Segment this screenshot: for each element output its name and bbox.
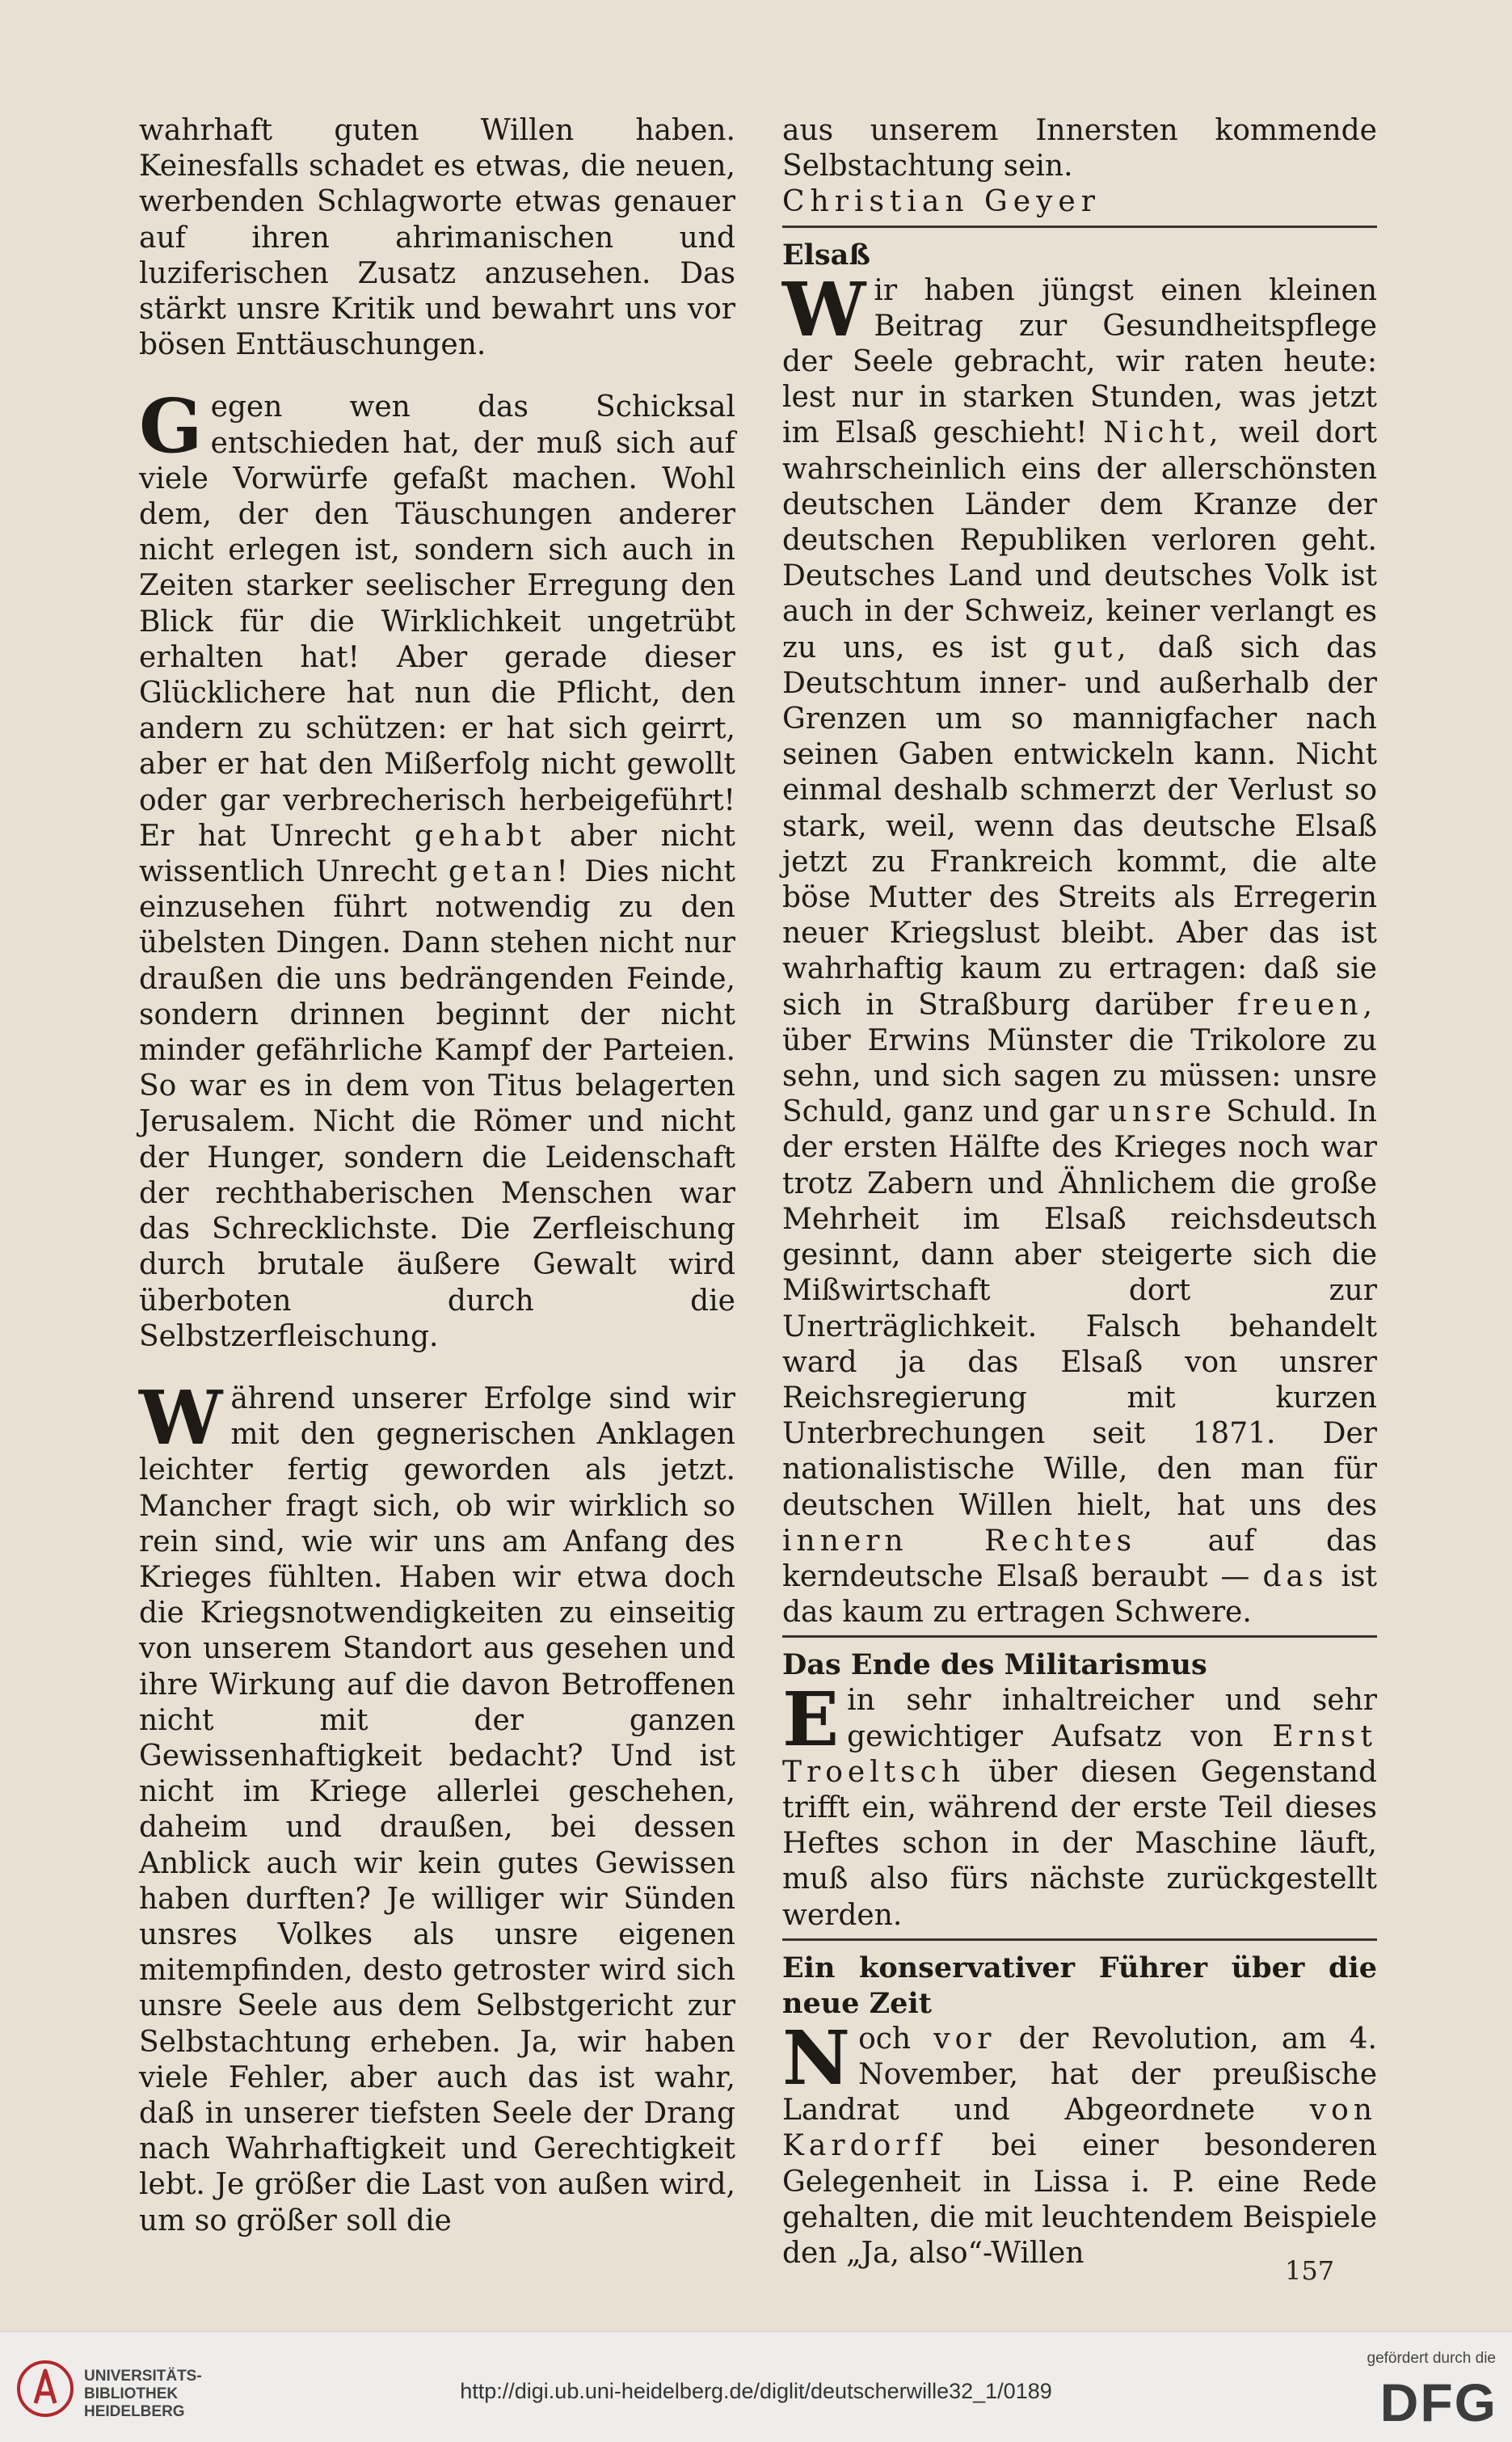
emphasis: das	[1262, 1559, 1329, 1593]
text-run: der Revolution, am 4. November, hat der preußische Landrat und Abgeordnete	[782, 2022, 1377, 2128]
section-heading: Ein konservativer Führer über die neue Zeit	[782, 1951, 1377, 2020]
section-divider	[782, 1938, 1377, 1941]
text-run: Dies nicht einzusehen führt notwendig zu den übelsten Dingen. Dann stehen nicht nur draußen die uns bedrängenden Feinde, sondern drinnen beginnt der nicht minder gefährliche Kampf der Parteien. So war es in dem von Titus belagerten Jerusalem. Nicht die Römer und nicht der Hunger, sondern die Leidenschaft der rechthaberischen Menschen war das Schrecklichste. Die Zerfleischung durch brutale äußere Gewalt wird überboten durch die Selbstzerfleischung.	[139, 855, 735, 1353]
emphasis: Ernst Troeltsch	[782, 1719, 1377, 1789]
drop-cap: G	[139, 382, 203, 470]
paragraph	[782, 2014, 1377, 2271]
paragraph	[139, 1373, 735, 2239]
drop-cap: N	[782, 2014, 851, 2102]
drop-cap: W	[782, 265, 866, 353]
text-run: och	[858, 2022, 912, 2056]
left-column	[139, 113, 735, 2266]
paragraph: wahrhaft guten Willen haben. Keinesfalls schadet es etwas, die neuen, werbenden Schlagworte etwas genauer auf ihren ahrimanischen und luziferischen Zusatz anzusehen. Das stärkt unsre Kritik und bewahrt uns vor bösen Enttäuschungen.	[139, 114, 735, 362]
text-run: in sehr inhaltreicher und sehr gewichtiger Aufsatz von	[847, 1684, 1377, 1753]
university-name-line: HEIDELBERG	[84, 2403, 185, 2420]
text-run: ährend unserer Erfolge sind wir mit den gegnerischen Anklagen leichter fertig geworden als jetzt. Mancher fragt sich, ob wir wirklich so rein sind, wie wir uns am Anfang des Krieges fühlten. Haben wir etwa doch die Kriegsnotwendigkeiten zu einseitig von unserem Standort aus gesehen und ihre Wirkung auf die davon Betroffenen nicht mit der ganzen Gewissenhaftigkeit bedacht? Und ist nicht im Kriege allerlei geschehen, daheim und draußen, bei dessen Anblick auch wir kein gutes Gewissen haben durften? Je williger wir Sünden unsres Volkes als unsre eigenen mitempfinden, desto getroster wird sich unsre Seele aus dem Selbstgericht zur Selbstachtung erheben. Ja, wir haben viele Fehler, aber auch das ist wahr, daß in unserer tiefsten Seele der Drang nach Wahrhaftigkeit und Gerechtigkeit lebt. Je größer die Last von außen wird, um so größer soll die	[139, 1381, 735, 2237]
paragraph	[139, 382, 735, 1354]
university-name-line: BIBLIOTHEK	[84, 2385, 179, 2402]
viewer-footer	[0, 2331, 1512, 2442]
text-run: aber nicht wissentlich Unrecht	[139, 819, 735, 889]
page-number: 157	[1285, 2255, 1335, 2286]
section-heading: Das Ende des Militarismus	[782, 1648, 1207, 1682]
text-run: auf das kerndeutsche Elsaß beraubt —	[782, 1524, 1377, 1593]
emphasis: gut,	[1053, 631, 1131, 664]
emphasis: gehabt	[414, 819, 546, 853]
right-column	[782, 113, 1377, 2271]
author-signature: Christian Geyer	[782, 185, 1101, 219]
paragraph	[782, 1676, 1377, 1933]
document-url[interactable]: http://digi.ub.uni-heidelberg.de/diglit/deutscherwille32_1/0189	[460, 2379, 1052, 2403]
text-run: ir haben jüngst einen kleinen Beitrag zur Gesundheitspflege der Seele gebracht, wir raten heute: lest nur in starken Stunden, was jetzt im Elsaß geschieht!	[782, 273, 1377, 450]
dfg-logo[interactable]: DFG	[1379, 2372, 1497, 2432]
drop-cap: E	[782, 1676, 840, 1764]
text-run: bei einer besonderen Gelegenheit in Lissa i. P. eine Rede gehalten, die mit leuchtendem Beispiele den „Ja, also“-Willen	[782, 2129, 1377, 2270]
text-run: über Erwins Münster die Trikolore zu sehn, und sich sagen zu müssen: unsre Schuld, ganz und gar	[782, 1023, 1377, 1129]
sponsor-text: gefördert durch die	[1367, 2350, 1496, 2367]
emphasis: Nicht,	[1103, 416, 1223, 450]
text-run: über diesen Gegenstand trifft ein, während der erste Teil dieses Heftes schon in der Maschine läuft, muß also fürs nächste zurückgestellt werden.	[782, 1755, 1377, 1932]
section-divider	[782, 226, 1377, 228]
drop-cap: W	[139, 1373, 223, 1461]
university-name-line: UNIVERSITÄTS-	[84, 2368, 202, 2385]
section-divider	[782, 1635, 1377, 1638]
emphasis: getan!	[448, 855, 573, 889]
emphasis: unsre	[1108, 1095, 1217, 1129]
section-heading: Elsaß	[782, 238, 870, 272]
text-run: daß sich das Deutschtum inner- und außerhalb der Grenzen um so mannigfacher nach seinen Gaben entwickeln kann. Nicht einmal deshalb schmerzt der Verlust so stark, weil, wenn das deutsche Elsaß jetzt zu Frankreich kommt, die alte böse Mutter des Streits als Erregerin neuer Kriegslust bleibt. Aber das ist wahrhaftig kaum zu ertragen: daß sie sich in Straßburg darüber	[782, 631, 1377, 1022]
text-run: ist das kaum zu ertragen Schwere.	[782, 1559, 1377, 1630]
emphasis: innern Rechtes	[782, 1524, 1137, 1558]
text-run: egen wen das Schicksal entschieden hat, der muß sich auf viele Vorwürfe gefaßt machen. Wohl dem, der den Täuschungen anderer nicht erlegen ist, sondern sich auch in Zeiten starker seelischer Erregung den Blick für die Wirklichkeit ungetrübt erhalten hat! Aber gerade dieser Glücklichere hat nun die Pflicht, den andern zu schützen: er hat sich geirrt, aber er hat den Mißerfolg nicht gewollt oder gar verbrecherisch herbeigeführt! Er hat Unrecht	[139, 390, 735, 853]
text-run: weil dort wahrscheinlich eins der allerschönsten deutschen Länder dem Kranze der deutschen Republiken verloren geht. Deutsches Land und deutsches Volk ist auch in der Schweiz, keiner verlangt es zu uns, es ist	[782, 416, 1377, 664]
emphasis: vor	[933, 2022, 996, 2056]
paragraph	[782, 265, 1377, 1631]
text-run: Schuld. In der ersten Hälfte des Krieges noch war trotz Zabern und Ähnlichem die große Mehrheit im Elsaß reichsdeutsch gesinnt, dann aber steigerte sich die Mißwirtschaft dort zur Unerträglichkeit. Falsch behandelt ward ja das Elsaß von unsrer Reichsregierung mit kurzen Unterbrechungen seit 1871. Der nationalistische Wille, den man für deutschen Willen hielt, hat uns des	[782, 1095, 1377, 1522]
emphasis: von Kardorff	[782, 2094, 1377, 2163]
emphasis: freuen,	[1237, 988, 1377, 1022]
paragraph-continuation: aus unserem Innersten kommende Selbstachtung sein.	[782, 114, 1377, 183]
